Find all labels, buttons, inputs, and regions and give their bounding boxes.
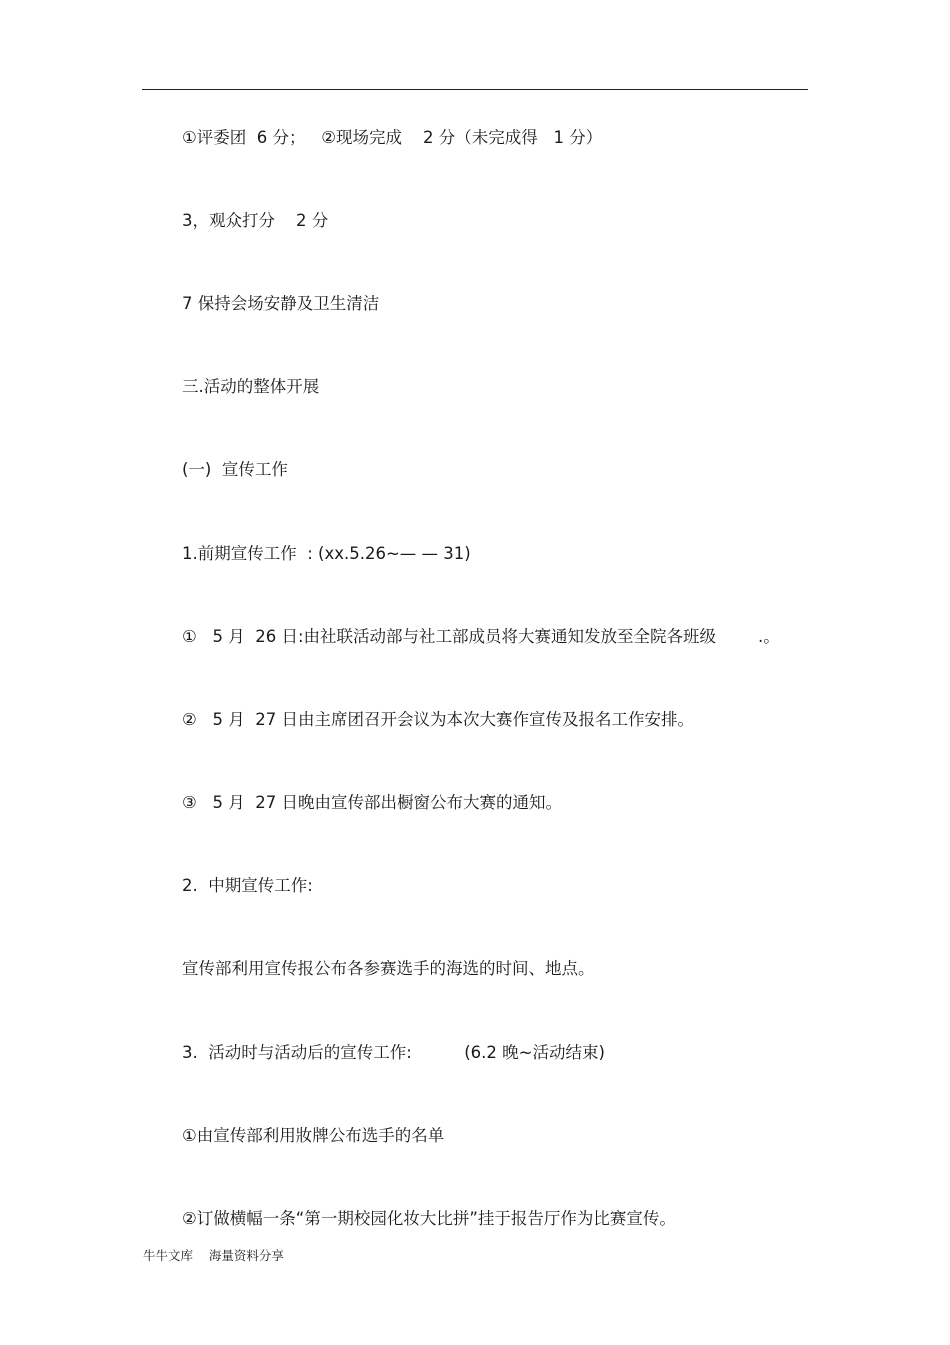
scoring-judges-line: ①评委团 6 分； ②现场完成 2 分（未完成得 1 分） <box>182 128 603 147</box>
subsection-heading: (一) 宣传工作 <box>182 460 288 479</box>
publicity-item-2: ② 5 月 27 日由主席团召开会议为本次大赛作宣传及报名工作安排。 <box>182 710 694 729</box>
mid-publicity-heading: 2. 中期宣传工作: <box>182 876 313 895</box>
late-publicity-item-1: ①由宣传部利用妝牌公布选手的名单 <box>182 1126 445 1145</box>
scoring-audience-line: 3，观众打分 2 分 <box>182 211 329 230</box>
publicity-item-3: ③ 5 月 27 日晚由宣传部出橱窗公布大赛的通知。 <box>182 793 562 812</box>
early-publicity-heading: 1.前期宣传工作 : (xx.5.26~— — 31) <box>182 544 471 563</box>
venue-rule-line: 7 保持会场安静及卫生清洁 <box>182 294 380 313</box>
footer-text: 牛牛文库 海量资料分享 <box>143 1248 284 1263</box>
section-heading: 三.活动的整体开展 <box>182 377 320 396</box>
header-rule <box>142 89 808 90</box>
mid-publicity-text: 宣传部利用宣传报公布各参赛选手的海选的时间、地点。 <box>182 959 595 978</box>
publicity-item-1: ① 5 月 26 日:由社联活动部与社工部成员将大赛通知发放至全院各班级 .。 <box>182 627 780 646</box>
late-publicity-heading: 3. 活动时与活动后的宣传工作: (6.2 晚~活动结束) <box>182 1043 605 1062</box>
late-publicity-item-2: ②订做横幅一条“第一期校园化妆大比拼”挂于报告厅作为比赛宣传。 <box>182 1209 676 1228</box>
